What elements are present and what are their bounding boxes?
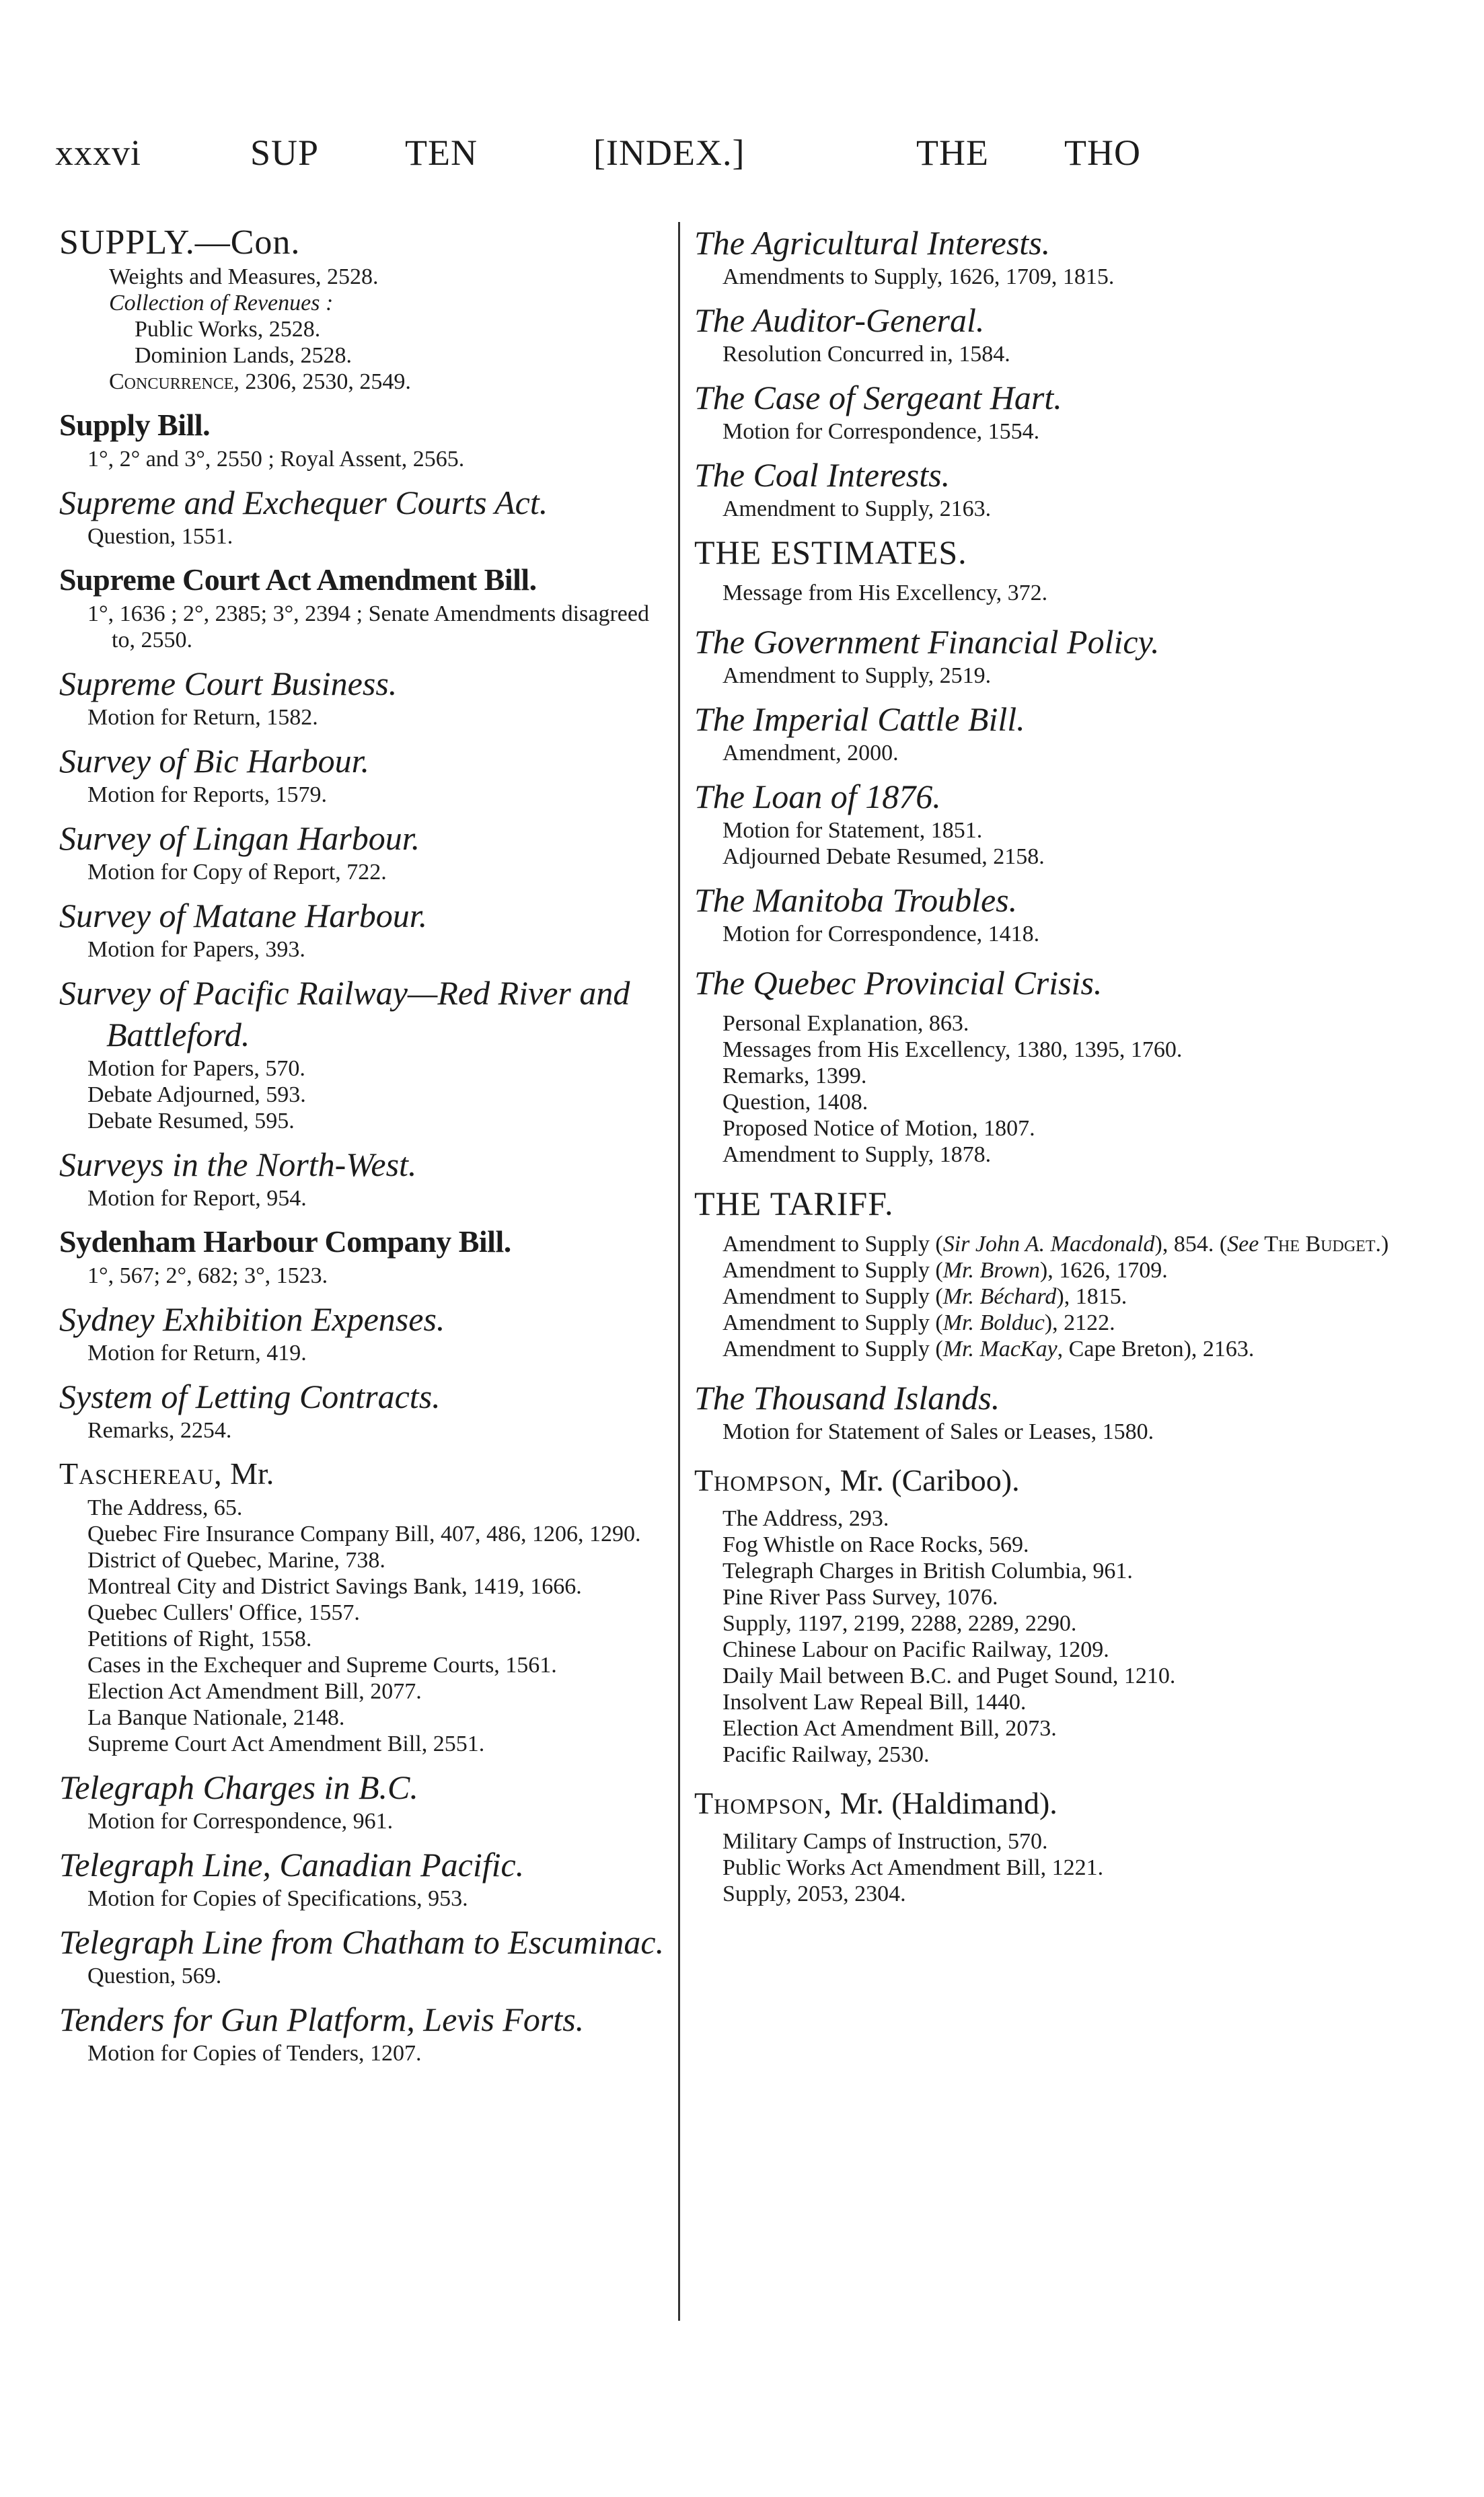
entry-line: Petitions of Right, 1558. [87,1627,312,1651]
running-head [55,132,1427,192]
entry-line: Collection of Revenues : [109,291,334,315]
entry-line [722,1336,1427,1362]
entry-line: The Address, 293. [722,1506,889,1531]
entry-line: Supply, 2053, 2304. [722,1881,906,1906]
entry-text: ), 1626, 1709. [1039,1258,1168,1283]
entry-line: Motion for Copies of Specifications, 953. [87,1886,468,1911]
guide-word-2: TEN [405,133,478,173]
entry-text: Amendment to Supply ( [722,1284,943,1309]
entry-heading: System of Letting Contracts. [59,1378,441,1415]
index-entry [694,1377,1427,1445]
entry-heading: Telegraph Line from Chatham to Escuminac. [59,1923,665,1961]
member-title: Mr. (Cariboo). [840,1463,1020,1497]
entry-line: 1°, 2° and 3°, 2550 ; Royal Assent, 2565. [87,447,465,472]
entry-text: Amendment to Supply ( [722,1258,943,1283]
entry-line: Public Works, 2528. [135,317,321,342]
entry-line: Amendment to Supply, 1878. [722,1142,992,1167]
index-entry [694,222,1427,290]
member-name: Mr. Bolduc [942,1310,1045,1335]
member-surname: Thompson, [694,1463,833,1497]
entry-line: Proposed Notice of Motion, 1807. [722,1116,1035,1141]
entry-line: Message from His Excellency, 372. [722,581,1048,605]
entry-line: Daily Mail between B.C. and Puget Sound, 1210. [722,1664,1176,1688]
entry-line: 1°, 567; 2°, 682; 3°, 1523. [87,1263,328,1288]
entry-line: Pacific Railway, 2530. [722,1742,930,1767]
entry-heading: The Thousand Islands. [694,1379,1000,1417]
entry-heading: The Auditor-General. [694,301,985,339]
entry-line: Motion for Correspondence, 1554. [722,419,1040,444]
index-entry [694,377,1427,445]
entry-heading: Survey of Lingan Harbour. [59,819,420,857]
entry-line: Motion for Report, 954. [87,1186,307,1211]
entry-line: Resolution Concurred in, 1584. [722,342,1010,367]
index-entry [59,482,671,550]
entry-line: La Banque Nationale, 2148. [87,1705,345,1730]
entry-heading: Supreme Court Act Amendment Bill. [59,562,537,597]
entry-heading: Supply Bill. [59,408,211,442]
index-entry [694,776,1427,870]
entry-line: Question, 569. [87,1964,222,1988]
entry-line: Dominion Lands, 2528. [135,343,352,368]
guide-word-1: SUP [250,133,320,173]
entry-line: Personal Explanation, 863. [722,1011,969,1036]
entry-heading: Surveys in the North-West. [59,1146,417,1183]
entry-line: Debate Resumed, 595. [87,1109,295,1133]
entry-heading: Telegraph Line, Canadian Pacific. [59,1846,525,1884]
member-name: Mr. MacKay [942,1337,1058,1362]
entry-text: ), 2122. [1044,1310,1115,1335]
index-entry [694,1460,1427,1768]
entry-heading: THE TARIFF. [694,1185,894,1222]
member-surname: Taschereau, [59,1456,223,1491]
index-entry [59,1453,671,1757]
cross-reference: The Budget.) [1259,1232,1389,1257]
entry-line: Motion for Return, 1582. [87,705,318,730]
entry-line: Concurrence, 2306, 2530, 2549. [109,369,411,394]
member-name: Sir John A. Macdonald [942,1232,1155,1257]
entry-line: The Address, 65. [87,1495,243,1520]
member-title: Mr. [230,1456,274,1491]
entry-heading: The Case of Sergeant Hart. [694,379,1062,416]
entry-text: Amendment to Supply ( [722,1310,943,1335]
entry-heading: The Agricultural Interests. [694,224,1051,262]
entry-heading: The Coal Interests. [694,456,951,494]
entry-heading: Survey of Bic Harbour. [59,742,370,780]
index-entry [59,222,671,395]
entry-line: Insolvent Law Repeal Bill, 1440. [722,1690,1027,1715]
index-entry [59,740,671,808]
index-entry [694,1183,1427,1362]
entry-line [722,1257,1427,1283]
entry-text: ), 854. ( [1154,1232,1228,1257]
entry-heading: Sydney Exhibition Expenses. [59,1300,445,1338]
entry-heading: THE ESTIMATES. [694,533,967,571]
entry-text: Amendment to Supply ( [722,1337,943,1362]
index-entry [694,1783,1427,1907]
entry-text: Amendment to Supply ( [722,1232,943,1257]
entry-text: , Cape Breton), 2163. [1057,1337,1255,1362]
index-entry [694,698,1427,766]
entry-heading: SUPPLY.—Con. [59,223,301,262]
entry-heading: The Loan of 1876. [694,778,941,815]
member-surname: Thompson, [694,1786,833,1820]
index-entry [59,1844,671,1912]
entry-line: Motion for Correspondence, 1418. [722,922,1040,946]
entry-line: District of Quebec, Marine, 738. [87,1548,385,1573]
entry-heading: The Government Financial Policy. [694,623,1160,661]
entry-line: Quebec Cullers' Office, 1557. [87,1600,360,1625]
index-entry [59,404,671,472]
index-entry [59,559,671,653]
entry-line: Motion for Correspondence, 961. [87,1809,394,1834]
index-entry [694,879,1427,947]
index-entry [694,531,1427,606]
entry-line: Amendment to Supply, 2519. [722,663,992,688]
index-entry [59,1921,671,1989]
entry-line: Motion for Statement of Sales or Leases, 1580. [722,1419,1154,1444]
entry-line: Montreal City and District Savings Bank, 1419, 1666. [87,1574,582,1599]
column-divider [678,222,680,2321]
index-entry [694,962,1427,1168]
entry-line: Motion for Copy of Report, 722. [87,860,387,885]
entry-heading: The Quebec Provincial Crisis. [694,964,1103,1002]
see-reference: See [1227,1232,1259,1257]
left-column [59,222,671,2462]
entry-line [722,1283,1427,1310]
entry-heading: Supreme Court Business. [59,665,398,702]
entry-line: Amendment to Supply, 2163. [722,496,992,521]
entry-line: Motion for Papers, 393. [87,937,305,962]
index-label: [INDEX.] [593,133,745,173]
entry-line: Quebec Fire Insurance Company Bill, 407, 486, 1206, 1290. [87,1522,641,1546]
entry-line: Public Works Act Amendment Bill, 1221. [722,1855,1104,1880]
entry-heading: Tenders for Gun Platform, Levis Forts. [59,2001,585,2038]
right-column [694,222,1427,2462]
index-entry [694,299,1427,367]
page-number: xxxvi [55,133,142,173]
entry-heading: The Manitoba Troubles. [694,881,1018,919]
entry-line: Debate Adjourned, 593. [87,1082,306,1107]
entry-line: Military Camps of Instruction, 570. [722,1829,1048,1854]
entry-heading: Survey of Pacific Railway—Red River and Battleford. [59,974,630,1053]
entry-line: Motion for Papers, 570. [87,1056,305,1081]
entry-heading: Sydenham Harbour Company Bill. [59,1224,511,1259]
index-entry [59,817,671,885]
guide-word-3: THE [916,133,989,173]
entry-line: Remarks, 1399. [722,1064,867,1088]
entry-line: Chinese Labour on Pacific Railway, 1209. [722,1637,1109,1662]
index-entry [59,1298,671,1366]
entry-line: Election Act Amendment Bill, 2073. [722,1716,1057,1741]
entry-line: Telegraph Charges in British Columbia, 961. [722,1559,1133,1583]
index-entry [59,663,671,731]
index-entry [59,1221,671,1289]
entry-line: Fog Whistle on Race Rocks, 569. [722,1532,1029,1557]
entry-line: Motion for Statement, 1851. [722,818,983,843]
index-entry [59,1144,671,1212]
entry-line: Motion for Return, 419. [87,1341,307,1366]
entry-heading: Supreme and Exchequer Courts Act. [59,484,548,521]
entry-heading: Telegraph Charges in B.C. [59,1768,418,1806]
entry-line: Pine River Pass Survey, 1076. [722,1585,998,1610]
entry-line: Cases in the Exchequer and Supreme Courts, 1561. [87,1653,557,1678]
member-name: Mr. Brown [942,1258,1040,1283]
index-entry [59,972,671,1134]
entry-line: Messages from His Excellency, 1380, 1395, 1760. [722,1037,1183,1062]
index-entry [59,1999,671,2066]
entry-line: Motion for Reports, 1579. [87,782,328,807]
entry-line: Weights and Measures, 2528. [109,264,379,289]
entry-line: Adjourned Debate Resumed, 2158. [722,844,1045,869]
entry-heading: Survey of Matane Harbour. [59,897,428,934]
entry-heading [694,1460,1427,1501]
entry-line: Amendments to Supply, 1626, 1709, 1815. [722,264,1115,289]
entry-line [722,1310,1427,1336]
index-entry [694,621,1427,689]
index-entry [59,895,671,963]
guide-word-4: THO [1064,133,1141,173]
entry-line: 1°, 1636 ; 2°, 2385; 3°, 2394 ; Senate Amendments disagreed to, 2550. [87,601,649,653]
entry-heading: The Imperial Cattle Bill. [694,700,1025,738]
entry-heading [694,1783,1427,1824]
entry-line: Amendment, 2000. [722,741,899,766]
member-title: Mr. (Haldimand). [840,1786,1058,1820]
entry-line: Remarks, 2254. [87,1418,232,1443]
member-name: Mr. Béchard [942,1284,1057,1309]
entry-line: Election Act Amendment Bill, 2077. [87,1679,422,1704]
entry-line: Question, 1408. [722,1090,868,1115]
entry-heading [59,1453,671,1495]
entry-line: Supreme Court Act Amendment Bill, 2551. [87,1731,485,1756]
index-entry [694,454,1427,522]
index-entry [59,1376,671,1444]
entry-line: Motion for Copies of Tenders, 1207. [87,2041,422,2066]
entry-text: ), 1815. [1056,1284,1127,1309]
index-entry [59,1766,671,1834]
entry-line: Question, 1551. [87,524,233,549]
entry-line: Supply, 1197, 2199, 2288, 2289, 2290. [722,1611,1077,1636]
entry-line [722,1231,1427,1257]
